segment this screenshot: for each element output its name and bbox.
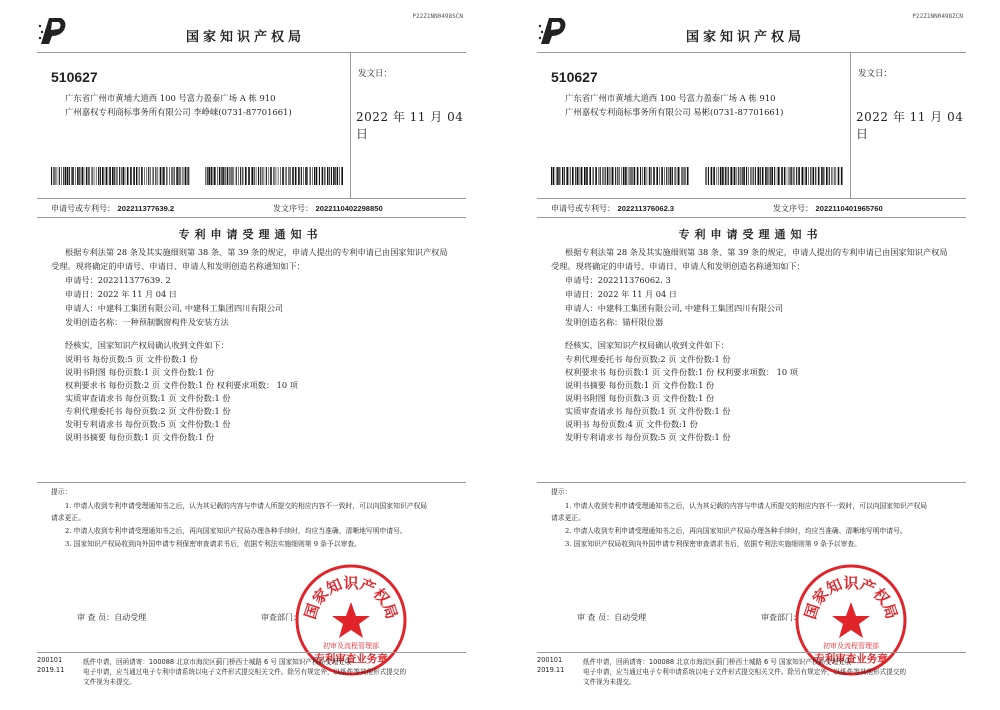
field-invention-title: 发明创造名称：锚杆限位器 <box>565 317 664 327</box>
meta-rule <box>537 217 966 218</box>
file-item: 实质审查请求书 每份页数:1 页 文件份数:1 份 <box>565 406 731 416</box>
svg-text:初审及流程管理部: 初审及流程管理部 <box>323 642 379 650</box>
mid-rule <box>37 198 466 199</box>
date-label: 发文日： <box>858 69 893 79</box>
footer-code: 200101 <box>537 656 563 664</box>
file-item: 说明书摘要 每份页数:1 页 文件份数:1 份 <box>65 432 215 442</box>
svg-text:专利审查业务章: 专利审查业务章 <box>814 653 888 665</box>
file-item: 说明书摘要 每份页数:1 页 文件份数:1 份 <box>565 380 715 390</box>
intro-paragraph-2: 受理。现将确定的申请号、申请日、申请人和发明创造名称通知如下： <box>51 261 305 271</box>
address-line-1: 广东省广州市黄埔大道西 100 号富力盈泰广场 A 栋 910 <box>65 93 276 103</box>
intro-paragraph-1: 根据专利法第 28 条及其实施细则第 38 条、第 39 条的规定，申请人提出的专利申请已由国家知识产权局 <box>565 247 948 257</box>
department-label: 审查部门： <box>761 613 801 622</box>
office-name: 国家知识产权局 <box>686 30 806 45</box>
department-label: 审查部门： <box>261 613 301 622</box>
document-number: 2022110402298850 <box>315 204 383 213</box>
application-number: 202211376062.3 <box>617 204 675 213</box>
file-item: 发明专利请求书 每份页数:5 页 文件份数:1 份 <box>65 419 231 429</box>
address-line-2: 广州嘉权专利商标事务所有限公司 易彬(0731-87701661) <box>565 107 784 117</box>
tip-item: 2. 申请人收到专利申请受理通知书之后，再向国家知识产权局办理各种手续时，均应当准确、清晰地写明申请号。 <box>565 527 907 535</box>
document-number-row <box>773 203 883 214</box>
file-item: 权利要求书 每份页数:2 页 文件份数:1 份 权利要求项数： 10 项 <box>65 380 298 390</box>
notice-title: 专利申请受理通知书 <box>178 228 323 241</box>
svg-text:国家知识产权局: 国家知识产权局 <box>301 574 401 622</box>
postcode: 510627 <box>551 69 598 85</box>
address-line-2: 广州嘉权专利商标事务所有限公司 李峥崃(0731-87701661) <box>65 107 292 117</box>
tip-item: 1. 申请人收到专利申请受理通知书之后，认为其记载的内容与申请人所提交的相应内容不一致时，可以向国家知识产权局 <box>65 502 428 510</box>
field-application-number: 申请号：202211376062. 3 <box>565 275 671 285</box>
tips-rule <box>537 482 966 483</box>
postcode: 510627 <box>51 69 98 85</box>
file-item: 说明书附图 每份页数:1 页 文件份数:1 份 <box>65 367 215 377</box>
document-number-label: 发文序号： <box>773 204 813 213</box>
file-item: 实质审查请求书 每份页数:1 页 文件份数:1 份 <box>65 393 231 403</box>
barcode-right <box>705 167 845 185</box>
file-item: 说明书附图 每份页数:3 页 文件份数:1 份 <box>565 393 715 403</box>
svg-text:国家知识产权局: 国家知识产权局 <box>801 574 901 622</box>
footer-line: 纸件申请，回函请寄：100088 北京市海淀区蓟门桥西土城路 6 号 国家知识产权局受理处收 <box>83 658 352 666</box>
application-number-label: 申请号或专利号： <box>551 204 615 213</box>
footer-line: 纸件申请，回函请寄：100088 北京市海淀区蓟门桥西土城路 6 号 国家知识产权局受理处收 <box>583 658 852 666</box>
footer-line: 文件视为未提交。 <box>583 678 636 686</box>
file-item: 权利要求书 每份页数:1 页 文件份数:1 份 权利要求项数： 10 项 <box>565 367 798 377</box>
file-item: 说明书 每份页数:5 页 文件份数:1 份 <box>65 354 198 364</box>
header-rule <box>537 52 966 53</box>
footer-line: 文件视为未提交。 <box>83 678 136 686</box>
examiner: 审 查 员：自动受理 <box>577 613 647 622</box>
tips-label: 提示： <box>551 488 572 496</box>
tip-item: 请求更正。 <box>51 514 85 522</box>
tip-item: 3. 国家知识产权局收到向外国申请专利保密审查请求书后，依据专利法实施细则第 9 条予以审查。 <box>565 540 861 548</box>
field-applicant: 申请人：中建科工集团有限公司, 中建科工集团四川有限公司 <box>65 303 284 313</box>
tip-item: 请求更正。 <box>551 514 585 522</box>
notice-document-1 <box>23 0 478 710</box>
date-label: 发文日： <box>358 69 393 79</box>
barcode-right <box>205 167 345 185</box>
office-name: 国家知识产权局 <box>186 30 306 45</box>
field-applicant: 申请人：中建科工集团有限公司, 中建科工集团四川有限公司 <box>565 303 784 313</box>
footer-version: 2019.11 <box>37 666 65 674</box>
field-application-number: 申请号：202211377639. 2 <box>65 275 171 285</box>
issue-date: 2022 年 11 月 04 日 <box>356 110 464 141</box>
tip-item: 3. 国家知识产权局收到向外国申请专利保密审查请求书后，依据专利法实施细则第 9 条予以审查。 <box>65 540 361 548</box>
file-item: 专利代理委托书 每份页数:2 页 文件份数:1 份 <box>65 406 231 416</box>
intro-paragraph-2: 受理。现将确定的申请号、申请日、申请人和发明创造名称通知如下： <box>551 261 805 271</box>
document-number: 2022110401965760 <box>815 204 883 213</box>
tip-item: 2. 申请人收到专利申请受理通知书之后，再向国家知识产权局办理各种手续时，均应当准确、清晰地写明申请号。 <box>65 527 407 535</box>
barcode-left <box>51 167 191 185</box>
tips-label: 提示： <box>51 488 72 496</box>
file-item: 发明专利请求书 每份页数:5 页 文件份数:1 份 <box>565 432 731 442</box>
intro-paragraph-1: 根据专利法第 28 条及其实施细则第 38 条、第 39 条的规定，申请人提出的专利申请已由国家知识产权局 <box>65 247 448 257</box>
footer-line: 电子申请，应当通过电子专利申请系统以电子文件形式提交相关文件。除另有规定外，以纸件等其他形式提交的 <box>583 668 907 676</box>
application-number: 202211377639.2 <box>117 204 175 213</box>
notice-document-2 <box>523 0 978 710</box>
meta-rule <box>37 217 466 218</box>
field-application-date: 申请日：2022 年 11 月 04 日 <box>65 289 177 299</box>
document-number-row <box>273 203 383 214</box>
document-number-label: 发文序号： <box>273 204 313 213</box>
tips-rule <box>37 482 466 483</box>
document-serial: P22Z1NN0498SCN <box>412 13 463 20</box>
files-intro: 经核实，国家知识产权局确认收到文件如下： <box>565 340 729 350</box>
field-invention-title: 发明创造名称：一种预制飘窗构件及安装方法 <box>65 317 229 327</box>
examiner: 审 查 员：自动受理 <box>77 613 147 622</box>
file-item: 说明书 每份页数:4 页 文件份数:1 份 <box>565 419 698 429</box>
files-intro: 经核实，国家知识产权局确认收到文件如下： <box>65 340 229 350</box>
cnipa-logo-icon <box>537 14 571 48</box>
application-number-row <box>551 203 674 214</box>
footer-version: 2019.11 <box>537 666 565 674</box>
mid-rule <box>537 198 966 199</box>
tip-item: 1. 申请人收到专利申请受理通知书之后，认为其记载的内容与申请人所提交的相应内容不一致时，可以向国家知识产权局 <box>565 502 928 510</box>
column-divider <box>850 52 851 198</box>
svg-text:初审及流程管理部: 初审及流程管理部 <box>823 642 879 650</box>
file-item: 专利代理委托书 每份页数:2 页 文件份数:1 份 <box>565 354 731 364</box>
header-rule <box>37 52 466 53</box>
issue-date: 2022 年 11 月 04 日 <box>856 110 964 141</box>
cnipa-logo-icon <box>37 14 71 48</box>
application-number-row <box>51 203 174 214</box>
column-divider <box>350 52 351 198</box>
application-number-label: 申请号或专利号： <box>51 204 115 213</box>
svg-text:专利审查业务章: 专利审查业务章 <box>314 653 388 665</box>
document-serial: P22Z1NN0498ZCN <box>912 13 963 20</box>
address-line-1: 广东省广州市黄埔大道西 100 号富力盈泰广场 A 栋 910 <box>565 93 776 103</box>
footer-rule <box>537 652 966 653</box>
barcode-left <box>551 167 691 185</box>
footer-line: 电子申请，应当通过电子专利申请系统以电子文件形式提交相关文件。除另有规定外，以纸件等其他形式提交的 <box>83 668 407 676</box>
footer-code: 200101 <box>37 656 63 664</box>
footer-rule <box>37 652 466 653</box>
notice-title: 专利申请受理通知书 <box>678 228 823 241</box>
field-application-date: 申请日：2022 年 11 月 04 日 <box>565 289 677 299</box>
